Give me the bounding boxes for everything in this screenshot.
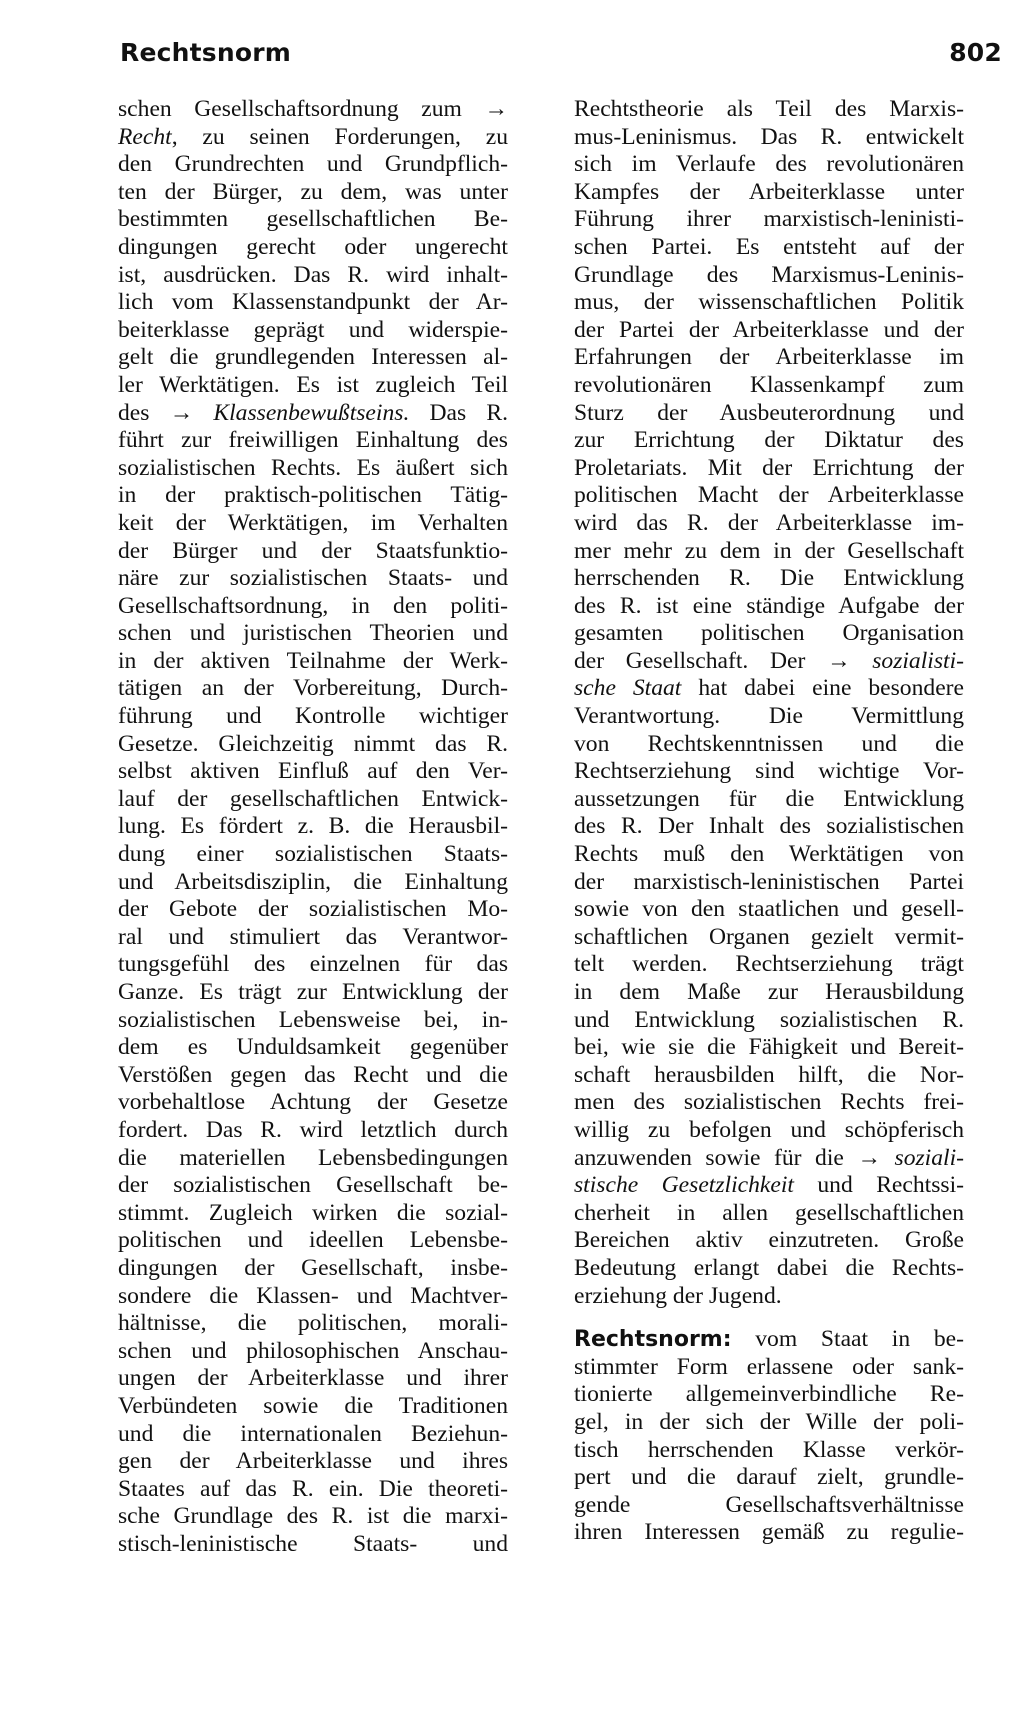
text-line [118,1034,508,1062]
text-line [118,262,508,290]
text-line [118,979,508,1007]
text-line [118,924,508,952]
text-line [574,896,964,924]
running-head-title: Rechtsnorm [120,38,292,67]
text-line [574,289,964,317]
text-line [574,262,964,290]
text-segment: Verantwortung. Die Vermittlung [574,703,964,730]
entry-headword: Rechtsnorm: [574,1327,732,1353]
text-line [118,703,508,731]
cross-reference-text: soziali- [894,1144,964,1171]
text-line [574,648,964,676]
text-line [574,179,964,207]
text-line [574,1007,964,1035]
text-segment: politischen und ideellen Lebensbe- [118,1227,508,1254]
text-segment: näre zur sozialistischen Staats- und [118,565,508,592]
text-line [574,96,964,124]
text-line [574,151,964,179]
text-line [118,1117,508,1145]
text-segment: des → [118,399,214,426]
text-line [574,731,964,759]
text-segment: cherheit in allen gesellschaftlichen [574,1199,964,1226]
text-segment: gende Gesellschaftsverhältnisse [574,1491,964,1518]
text-segment: Rechtstheorie als Teil des Marxis- [574,96,964,122]
text-line [574,924,964,952]
text-segment: beiterklasse geprägt und widerspie- [118,316,508,343]
text-segment: in dem Maße zur Herausbildung [574,979,964,1005]
text-segment: gelt die grundlegenden Interessen al- [118,344,508,371]
text-line [574,951,964,979]
text-segment: schen Partei. Es entsteht auf der [574,233,964,260]
text-line [118,565,508,593]
text-segment: hältnisse, die politischen, morali- [118,1310,508,1337]
text-segment: Erfahrungen der Arbeiterklasse im [574,344,964,371]
text-line [118,731,508,759]
text-segment: sowie von den staatlichen und gesell- [574,896,964,923]
text-line [574,427,964,455]
text-segment: in der aktiven Teilnahme der Werk- [118,647,508,674]
text-segment: führt zur freiwilligen Einhaltung des [118,427,508,454]
text-segment: selbst aktiven Einfluß auf den Ver- [118,758,508,785]
text-line [118,1200,508,1228]
text-line [574,1227,964,1255]
text-line [574,234,964,262]
text-line [574,1326,964,1354]
text-line [118,1503,508,1531]
text-line [118,758,508,786]
text-segment: pert und die darauf zielt, grundle- [574,1464,964,1491]
text-segment: schen und juristischen Theorien und [118,620,508,647]
text-segment: sche Grundlage des R. ist die marxi- [118,1503,508,1530]
text-line [574,1437,964,1465]
text-line [118,593,508,621]
text-segment: vorbehaltlose Achtung der Gesetze [118,1089,508,1116]
text-line [118,1448,508,1476]
text-segment: dingungen gerecht oder ungerecht [118,233,508,260]
text-line [574,1283,964,1311]
text-line [118,869,508,897]
text-segment: Staates auf das R. ein. Die theoreti- [118,1475,508,1502]
text-segment: stimmt. Zugleich wirken die sozial- [118,1199,508,1226]
text-segment: schaftlichen Organen gezielt vermit- [574,923,964,950]
text-line [574,1117,964,1145]
text-line [118,896,508,924]
text-line [118,1172,508,1200]
text-line [118,344,508,372]
text-segment: Sturz der Ausbeuterordnung und [574,399,964,426]
text-line [574,813,964,841]
text-line [118,96,508,124]
text-segment: Grundlage des Marxismus-Leninis- [574,261,964,288]
text-line [574,979,964,1007]
text-segment: herrschenden R. Die Entwicklung [574,565,964,592]
text-segment: dung einer sozialistischen Staats- [118,841,508,868]
right-text-column [574,96,964,1547]
text-segment: Proletariats. Mit der Errichtung der [574,454,964,481]
text-line [574,1255,964,1283]
text-segment: und Entwicklung sozialistischen R. [574,1006,964,1033]
text-line [118,1089,508,1117]
text-line [574,1089,964,1117]
text-line [118,538,508,566]
text-line [574,869,964,897]
text-segment: bei, wie sie die Fähigkeit und Bereit- [574,1034,964,1061]
text-segment: tisch herrschenden Klasse verkör- [574,1436,964,1463]
text-segment: ten der Bürger, zu dem, was unter [118,178,508,205]
text-segment: des R. ist eine ständige Aufgabe der [574,592,964,619]
text-segment: Gesetze. Gleichzeitig nimmt das R. [118,730,508,757]
text-line [574,1172,964,1200]
text-segment: dem es Unduldsamkeit gegenüber [118,1034,508,1061]
text-line [118,372,508,400]
text-segment: führung und Kontrolle wichtiger [118,703,508,730]
text-line [118,1393,508,1421]
text-line [574,620,964,648]
text-segment: Das R. [409,399,508,426]
cross-reference-text: Recht [118,123,172,150]
cross-reference-text: sozialisti- [872,647,964,674]
text-segment: fordert. Das R. wird letztlich durch [118,1116,508,1143]
text-line [118,179,508,207]
text-segment: Verbündeten sowie die Traditionen [118,1392,508,1419]
text-line [118,317,508,345]
text-line [118,841,508,869]
text-line [574,344,964,372]
text-line [118,1365,508,1393]
text-segment: ist, ausdrücken. Das R. wird inhalt- [118,261,508,288]
text-segment: Kampfes der Arbeiterklasse unter [574,178,964,205]
text-line [118,675,508,703]
text-segment: tionierte allgemeinverbindliche Re- [574,1381,964,1408]
cross-reference-text: Klassenbewußtseins. [213,399,410,426]
text-line [118,124,508,152]
text-segment: aussetzungen für die Entwicklung [574,785,964,812]
text-segment: gel, in der sich der Wille der poli- [574,1408,964,1435]
text-segment: der Bürger und der Staatsfunktio- [118,537,508,564]
text-segment: Bereichen aktiv einzutreten. Große [574,1227,964,1254]
text-line [118,1310,508,1338]
text-segment: ral und stimuliert das Verantwor- [118,923,508,950]
text-line [118,206,508,234]
text-segment: hat dabei eine besondere [681,675,964,702]
text-line [574,1409,964,1437]
text-segment: der marxistisch-leninistischen Partei [574,868,964,895]
text-line [118,786,508,814]
text-line [118,1476,508,1504]
text-line [118,234,508,262]
text-segment: revolutionären Klassenkampf zum [574,371,964,398]
text-line [574,538,964,566]
text-segment: ler Werktätigen. Es ist zugleich Teil [118,371,508,398]
text-line [118,455,508,483]
text-segment: und die internationalen Beziehun- [118,1420,508,1447]
text-line [574,703,964,731]
text-segment: mus, der wissenschaftlichen Politik [574,289,964,316]
text-line [574,372,964,400]
text-line [574,510,964,538]
text-segment: mer mehr zu dem in der Gesellschaft [574,537,964,564]
text-segment: schen Gesellschaftsordnung zum → [118,96,508,122]
text-line [574,593,964,621]
text-line [574,1062,964,1090]
text-segment: ihren Interessen gemäß zu regulie- [574,1519,964,1546]
text-segment: stimmter Form erlassene oder sank- [574,1353,964,1380]
text-segment: Bedeutung erlangt dabei die Rechts- [574,1254,964,1281]
text-line [574,1464,964,1492]
text-segment: den Grundrechten und Grundpflich- [118,151,508,178]
text-segment: telt werden. Rechtserziehung trägt [574,951,964,978]
text-segment: schaft herausbilden hilft, die Nor- [574,1061,964,1088]
cross-reference-text: sche Staat [574,675,682,702]
text-segment: tätigen an der Vorbereitung, Durch- [118,675,508,702]
text-segment: politischen Macht der Arbeiterklasse [574,482,964,509]
text-segment: Führung ihrer marxistisch-leninisti- [574,206,964,233]
text-line [118,620,508,648]
text-segment: der sozialistischen Gesellschaft be- [118,1172,508,1199]
text-line [574,1354,964,1382]
text-segment: Rechts muß den Werktätigen von [574,841,964,868]
text-line [118,1283,508,1311]
text-segment: gen der Arbeiterklasse und ihres [118,1448,508,1475]
text-line [574,1519,964,1547]
text-line [118,1227,508,1255]
text-segment: zur Errichtung der Diktatur des [574,427,964,454]
text-line [574,675,964,703]
text-segment: , zu seinen Forderungen, zu [171,123,508,150]
text-segment: stisch-leninistische Staats- und [118,1530,508,1557]
text-segment: die materiellen Lebensbedingungen [118,1144,508,1171]
text-line [574,455,964,483]
text-line [118,1338,508,1366]
text-segment: des R. Der Inhalt des sozialistischen [574,813,964,840]
text-segment: sondere die Klassen- und Machtver- [118,1282,508,1309]
text-line [118,648,508,676]
text-segment: in der praktisch-politischen Tätig- [118,482,508,509]
text-segment: und Arbeitsdisziplin, die Einhaltung [118,868,508,895]
text-segment: willig zu befolgen und schöpferisch [574,1116,964,1143]
text-segment: mus-Leninismus. Das R. entwickelt [574,123,964,150]
text-line [118,427,508,455]
text-line [118,1145,508,1173]
text-segment: ungen der Arbeiterklasse und ihrer [118,1365,508,1392]
left-text-column [118,96,508,1558]
text-line [118,1421,508,1449]
text-line [574,1381,964,1409]
text-segment: keit der Werktätigen, im Verhalten [118,509,508,536]
text-segment: sozialistischen Lebensweise bei, in- [118,1006,508,1033]
text-line [574,1034,964,1062]
cross-reference-text: stische Gesetzlichkeit [574,1172,794,1199]
text-line [118,151,508,179]
text-segment: bestimmten gesellschaftlichen Be- [118,206,508,233]
text-segment: und Rechtssi- [793,1172,964,1199]
text-line [574,317,964,345]
text-segment: Rechtserziehung sind wichtige Vor- [574,758,964,785]
text-segment: wird das R. der Arbeiterklasse im- [574,509,964,536]
text-line [118,1007,508,1035]
text-segment: tungsgefühl des einzelnen für das [118,951,508,978]
text-segment: der Partei der Arbeiterklasse und der [574,316,964,343]
text-line [574,786,964,814]
text-line [574,124,964,152]
text-line [118,400,508,428]
text-line [118,1531,508,1559]
text-line [574,758,964,786]
text-segment: sozialistischen Rechts. Es äußert sich [118,454,508,481]
text-line [118,289,508,317]
text-line [574,482,964,510]
text-line [118,1062,508,1090]
text-segment: der Gesellschaft. Der → [574,647,873,674]
text-segment: erziehung der Jugend. [574,1282,782,1309]
running-head [120,38,1002,78]
text-segment: der Gebote der sozialistischen Mo- [118,896,508,923]
text-line [574,565,964,593]
text-segment: sich im Verlaufe des revolutionären [574,151,964,178]
text-line [118,813,508,841]
text-line [574,1492,964,1520]
text-line [574,400,964,428]
text-line [574,1200,964,1228]
text-segment: dingungen der Gesellschaft, insbe- [118,1254,508,1281]
text-line [118,951,508,979]
text-segment: schen und philosophischen Anschau- [118,1337,508,1364]
text-segment: men des sozialistischen Rechts frei- [574,1089,964,1116]
text-line [118,510,508,538]
text-line [118,1255,508,1283]
text-segment: gesamten politischen Organisation [574,620,964,647]
text-segment: lauf der gesellschaftlichen Entwick- [118,785,508,812]
text-line [574,841,964,869]
text-line [574,1145,964,1173]
text-segment: von Rechtskenntnissen und die [574,730,964,757]
text-segment: anzuwenden sowie für die → [574,1144,895,1171]
text-segment: Ganze. Es trägt zur Entwicklung der [118,979,508,1005]
text-segment: Verstößen gegen das Recht und die [118,1061,508,1088]
text-segment: lich vom Klassenstandpunkt der Ar- [118,289,508,316]
page-number: 802 [949,38,1002,67]
text-segment: vom Staat in be- [731,1326,964,1353]
text-segment: lung. Es fördert z. B. die Herausbil- [118,813,508,840]
text-line [574,206,964,234]
text-line [118,482,508,510]
text-segment: Gesellschaftsordnung, in den politi- [118,592,508,619]
